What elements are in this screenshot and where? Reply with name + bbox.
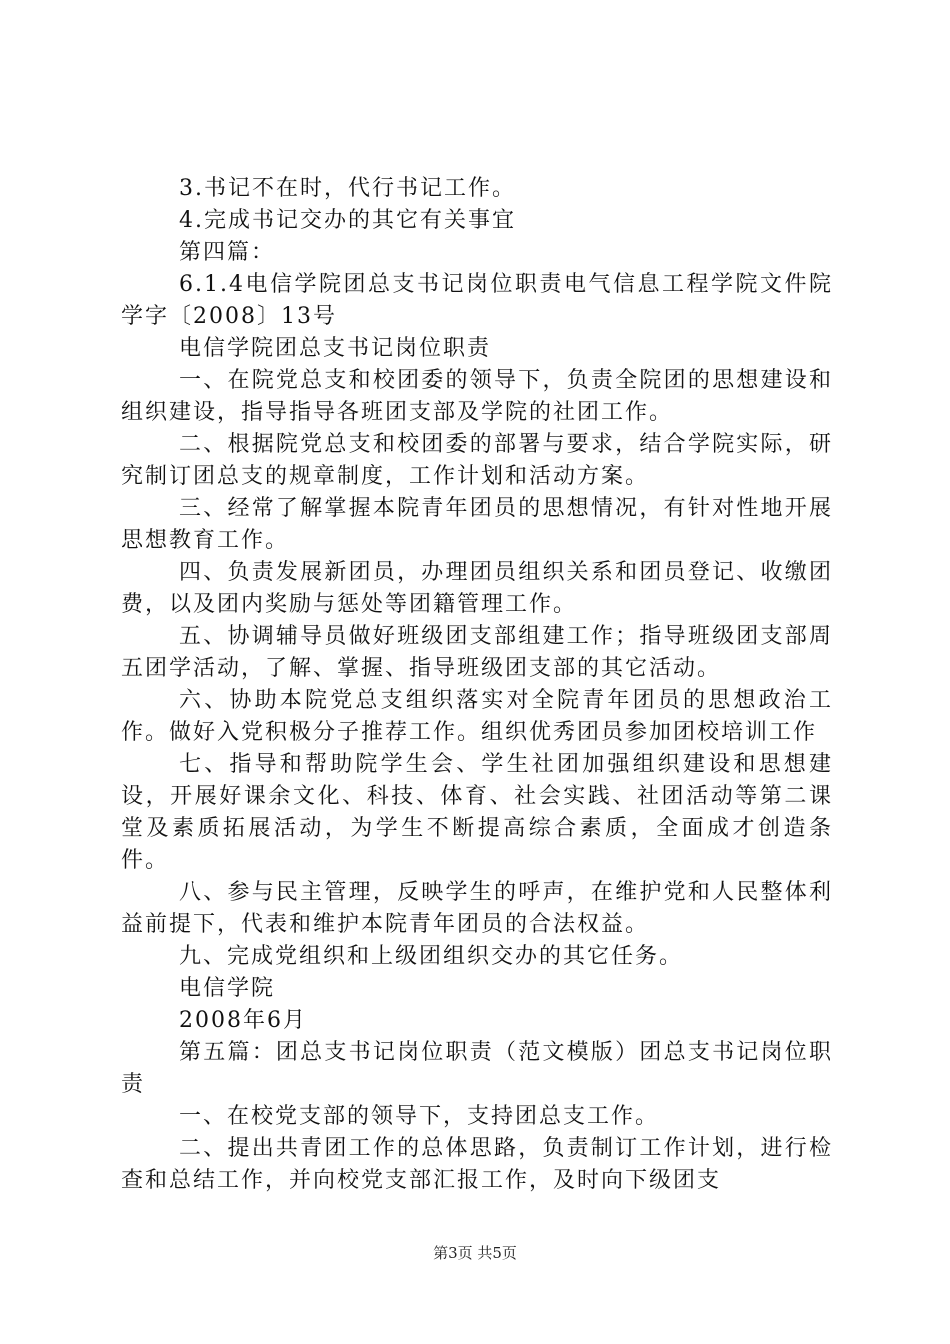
duty-item-9: 九、完成党组织和上级团组织交办的其它任务。 xyxy=(179,944,684,969)
document-subtitle: 电信学院团总支书记岗位职责 xyxy=(179,336,492,361)
paragraph-1: 3.书记不在时，代行书记工作。 xyxy=(179,176,516,201)
duty-item-7: 七、指导和帮助院学生会、学生社团加强组织建设和思想建设，开展好课余文化、科技、体育、社会实践、社团活动等第二课堂及素质拓展活动，为学生不断提高综合素质，全面成才创造条件。 xyxy=(121,752,833,873)
signature-date: 2008年6月 xyxy=(179,1008,307,1033)
document-reference: 6.1.4电信学院团总支书记岗位职责电气信息工程学院文件院学字〔2008〕13号 xyxy=(121,272,833,329)
section-5-item-2: 二、提出共青团工作的总体思路，负责制订工作计划，进行检查和总结工作，并向校党支部汇报工作，及时向下级团支 xyxy=(121,1136,833,1193)
section-heading-5: 第五篇：团总支书记岗位职责（范文模版）团总支书记岗位职责 xyxy=(121,1040,833,1097)
duty-item-6: 六、协助本院党总支组织落实对全院青年团员的思想政治工作。做好入党积极分子推荐工作。组织优秀团员参加团校培训工作 xyxy=(121,688,833,745)
signature-organization: 电信学院 xyxy=(179,976,276,1001)
duty-item-5: 五、协调辅导员做好班级团支部组建工作；指导班级团支部周五团学活动，了解、掌握、指导班级团支部的其它活动。 xyxy=(121,624,833,681)
document-body xyxy=(121,173,833,1197)
duty-item-1: 一、在院党总支和校团委的领导下，负责全院团的思想建设和组织建设，指导指导各班团支部及学院的社团工作。 xyxy=(121,368,833,425)
section-5-item-1: 一、在校党支部的领导下，支持团总支工作。 xyxy=(179,1104,660,1129)
duty-item-2: 二、根据院党总支和校团委的部署与要求，结合学院实际，研究制订团总支的规章制度，工作计划和活动方案。 xyxy=(121,432,833,489)
duty-item-3: 三、经常了解掌握本院青年团员的思想情况，有针对性地开展思想教育工作。 xyxy=(121,496,833,553)
page-number-footer: 第3页 共5页 xyxy=(433,1244,517,1262)
section-heading-4: 第四篇： xyxy=(179,240,276,265)
duty-item-8: 八、参与民主管理，反映学生的呼声，在维护党和人民整体利益前提下，代表和维护本院青年团员的合法权益。 xyxy=(121,880,833,937)
duty-item-4: 四、负责发展新团员，办理团员组织关系和团员登记、收缴团费，以及团内奖励与惩处等团籍管理工作。 xyxy=(121,560,833,617)
paragraph-2: 4.完成书记交办的其它有关事宜 xyxy=(179,208,516,233)
